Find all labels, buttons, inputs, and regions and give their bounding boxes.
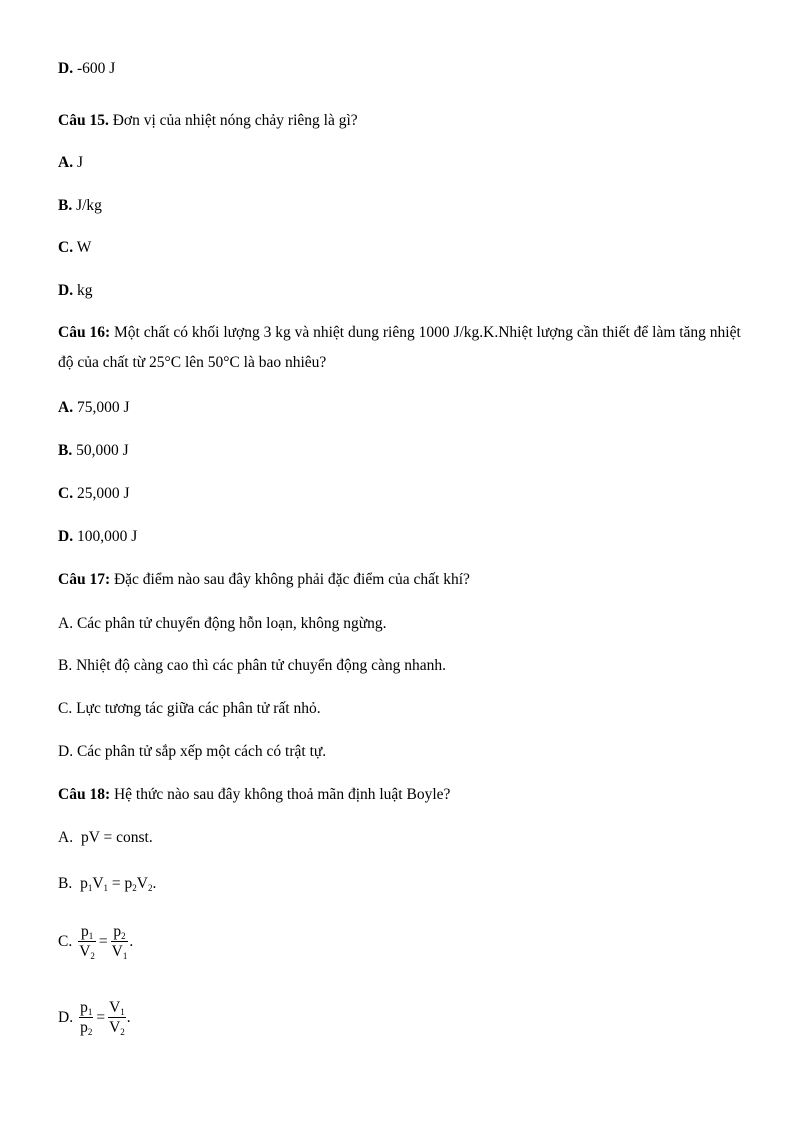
option-label: B. — [58, 442, 73, 459]
option-text: 75,000 J — [76, 399, 130, 416]
option-label: A. — [58, 154, 74, 171]
q16-option-d — [58, 527, 137, 547]
option-text: 100,000 J — [76, 528, 138, 545]
option-text: J — [76, 154, 83, 171]
option-text: kg — [76, 282, 93, 299]
question-text: Một chất có khối lượng 3 kg và nhiệt dung riêng 1000 J/kg.K.Nhiệt lượng cần thiết để làm tăng nhiệt độ của chất từ 25°C lên 50°C là bao nhiêu? — [58, 324, 741, 371]
q14-option-d — [58, 59, 115, 79]
option-text: W — [76, 239, 92, 256]
option-text: 50,000 J — [76, 442, 129, 459]
q17-question — [58, 570, 470, 590]
option-text: -600 J — [76, 60, 116, 77]
option-label: C. — [58, 485, 74, 502]
question-label: Câu 18: — [58, 786, 111, 803]
formula: $\frac{p_1}{V_2}$ = $\frac{p_2}{V_1}$ . — [79, 923, 134, 961]
q16-option-a — [58, 398, 130, 418]
option-label: D. — [58, 1008, 74, 1026]
option-label: A. — [58, 399, 74, 416]
option-label: D. — [58, 528, 74, 545]
formula: pV = const. — [80, 829, 153, 846]
q17-option-a: A. Các phân tử chuyển động hỗn loạn, không ngừng. — [58, 615, 387, 632]
question-label: Câu 16: — [58, 324, 111, 341]
q16-option-c — [58, 484, 130, 504]
option-label: D. — [58, 282, 74, 299]
question-text: Đơn vị của nhiệt nóng chảy riêng là gì? — [112, 112, 358, 129]
formula: $p_1V_1 = p_2V_2$. — [80, 875, 157, 893]
q15-option-a — [58, 153, 83, 173]
q16-option-b — [58, 441, 129, 461]
question-text: Đặc điểm nào sau đây không phải đặc điểm của chất khí? — [113, 571, 470, 588]
q15-option-b — [58, 196, 102, 216]
formula: $\frac{p_1}{p_2}$ = $\frac{V_1}{V_2}$ . — [80, 999, 131, 1037]
q17-option-c: C. Lực tương tác giữa các phân tử rất nhỏ. — [58, 700, 321, 717]
option-label: C. — [58, 239, 74, 256]
q17-option-b: B. Nhiệt độ càng cao thì các phân tử chuyển động càng nhanh. — [58, 657, 447, 674]
q18-option-c — [58, 922, 133, 961]
q15-option-d — [58, 281, 92, 301]
q18-question — [58, 785, 450, 805]
q16-question — [58, 318, 748, 378]
option-label: D. — [58, 60, 74, 77]
q18-option-b — [58, 874, 156, 894]
option-label: B. — [58, 197, 73, 214]
q18-option-a — [58, 828, 153, 848]
question-label: Câu 15. — [58, 112, 109, 129]
option-label: B. — [58, 875, 73, 892]
question-text: Hệ thức nào sau đây không thoả mãn định luật Boyle? — [113, 786, 451, 803]
q15-option-c — [58, 238, 91, 258]
q17-option-d: D. Các phân tử sắp xếp một cách có trật tự. — [58, 743, 327, 760]
option-label: A. — [58, 829, 74, 846]
q15-question — [58, 111, 358, 131]
option-label: C. — [58, 932, 73, 950]
q18-option-d — [58, 998, 131, 1037]
option-text: J/kg — [76, 197, 102, 214]
question-label: Câu 17: — [58, 571, 111, 588]
option-text: 25,000 J — [76, 485, 130, 502]
